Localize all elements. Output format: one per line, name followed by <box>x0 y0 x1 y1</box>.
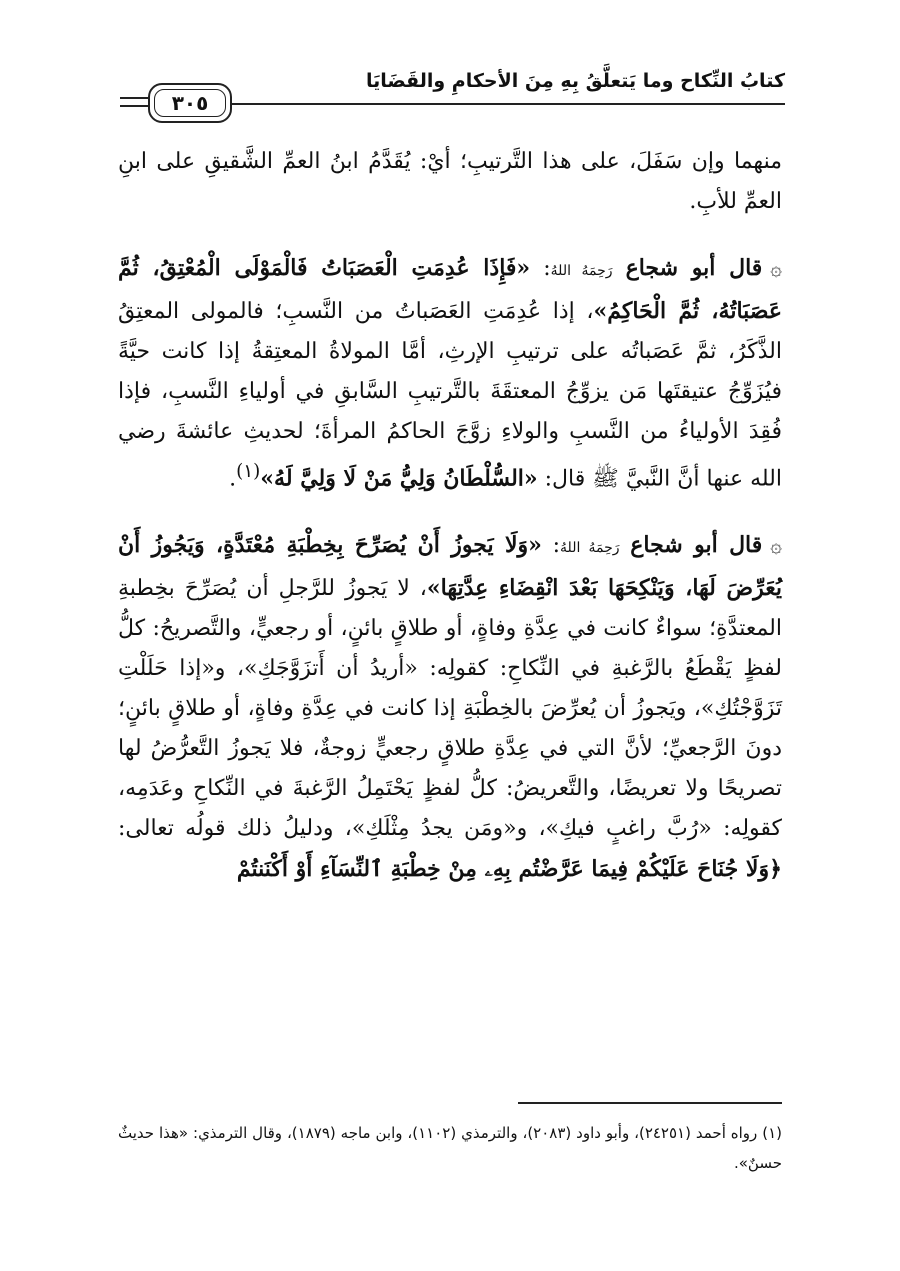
speaker-label: قال أبو شجاع <box>625 255 763 281</box>
footnote-separator <box>518 1102 782 1104</box>
matn-quote: «فَإِذَا عُدِمَتِ الْعَصَبَاتُ فَالْمَوْلَى الْمُعْتِقُ، ثُمَّ عَصَبَاتُهُ، ثُمَّ الْحَاكِمُ» <box>118 255 782 324</box>
footnote: (١) رواه أحمد (٢٤٢٥١)، وأبو داود (٢٠٨٣)، والترمذي (١١٠٢)، وابن ماجه (١٨٧٩)، وقال الترمذي: «هذا حديثٌ حسنٌ». <box>118 1124 782 1172</box>
page-number-frame <box>148 83 232 123</box>
honorific: رَحِمَهُ اللهُ <box>560 540 620 557</box>
period: . <box>229 466 237 492</box>
footnotes <box>118 1118 782 1178</box>
main-text <box>118 142 782 890</box>
commentary-text: ، إذا عُدِمَتِ العَصَباتُ من النَّسبِ؛ فالمولى المعتِقُ الذَّكَرُ، ثمَّ عَصَباتُه على ترتيبِ الإرثِ، أمَّا المولاةُ المعتِقةُ إذا كانت حيَّةً فيُزَوِّجُ عتيقتَها مَن يزوِّجُ المعتقَةَ بالتَّرتيبِ السَّابقِ في أولياءِ النَّسبِ، فإذا فُقِدَ الأولياءُ من النَّسبِ والولاءِ زوَّجَ الحاكمُ المرأةَ؛ لحديثِ عائشةَ رضي الله عنها أنَّ النَّبيَّ ﷺ قال: <box>118 299 783 492</box>
header-rule-double <box>120 97 148 107</box>
honorific: رَحِمَهُ اللهُ <box>550 263 613 279</box>
matn-quote: «وَلَا يَجوزُ أَنْ يُصَرِّحَ بِخِطْبَةِ مُعْتَدَّةٍ، وَيَجُوزُ أَنْ يُعَرِّضَ لَهَا، وَيَنْكِحَهَا بَعْدَ انْقِضَاءِ عِدَّتِهَا» <box>118 532 782 602</box>
paragraph <box>118 525 782 890</box>
flower-ornament-icon: ۞ <box>770 533 782 558</box>
hadith-quote: «السُّلْطَانُ وَلِيُّ مَنْ لَا وَلِيَّ لَهُ» <box>260 465 538 492</box>
footnote-ref[interactable]: (١) <box>236 461 261 482</box>
flower-ornament-icon: ۞ <box>770 256 783 280</box>
header-rule <box>232 103 785 105</box>
running-title: كتابُ النِّكاح وما يَتعلَّقُ بِهِ مِنَ الأحكامِ والقَضَايَا <box>365 70 785 92</box>
page-number: ٣٠٥ <box>171 91 209 115</box>
paragraph: منهما وإن سَفَلَ، على هذا التَّرتيبِ؛ أيْ: يُقَدَّمُ ابنُ العمِّ الشَّقيقِ على ابنِ العمِّ للأبِ. <box>118 149 782 214</box>
separator: : <box>541 533 561 559</box>
paragraph <box>118 248 782 499</box>
speaker-label: قال أبو شجاع <box>630 532 763 559</box>
separator: : <box>530 256 551 281</box>
quran-verse: ﴿وَلَا جُنَاحَ عَلَيْكُمْ فِيمَا عَرَّضْتُم بِهِۦ مِنْ خِطْبَةِ ٱلنِّسَآءِ أَوْ أَكْنَنتُمْ <box>236 856 782 883</box>
commentary-text: ، لا يَجوزُ للرَّجلِ أن يُصَرِّحَ بخِطبةِ المعتدَّةِ؛ سواءٌ كانت في عِدَّةِ وفاةٍ، أو طلاقٍ بائنٍ، أو رجعيٍّ، والتَّصريحُ: كلُّ لفظٍ يَقْطَعُ بالرَّغبةِ في النِّكاحِ: كقولِه: «أريدُ أن أَتزَوَّجَكِ»، و«إذا حَلَلْتِ تَزَوَّجْتُكِ»، ويَجوزُ أن يُعرِّضَ بالخِطْبَةِ إذا كانت في عِدَّةِ وفاةٍ، أو طلاقٍ بائنٍ؛ دونَ الرَّجعيِّ؛ لأنَّ التي في عِدَّةِ طلاقٍ رجعيٍّ زوجةٌ، فلا يَجوزُ التَّعرُّضُ لها تصريحًا ولا تعريضًا، والتَّعريضُ: كلُّ لفظٍ يَحْتَمِلُ الرَّغبةَ في النِّكاحِ وعَدَمِه، كقولِه: «رُبَّ راغبٍ فيكِ»، و«ومَن يجدُ مِثْلَكِ»، ودليلُ ذلك قولُه تعالى: <box>118 576 782 842</box>
